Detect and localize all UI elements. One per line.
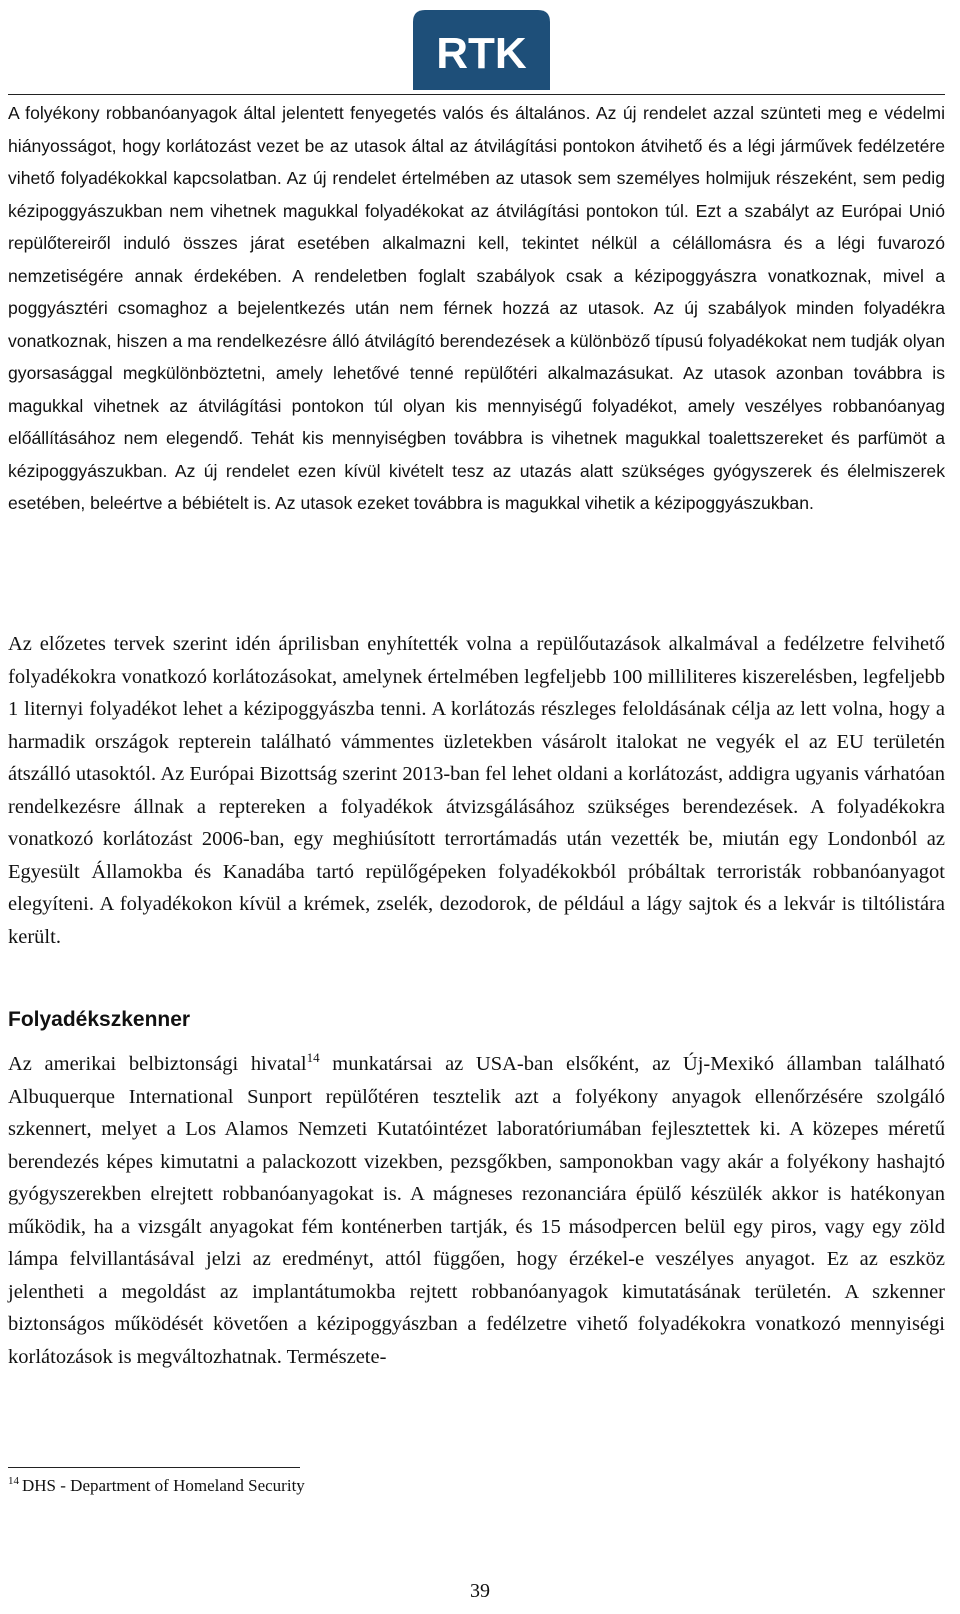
footnote-number: 14	[8, 1475, 19, 1488]
paragraph-2: Az előzetes tervek szerint idén áprilisban enyhítették volna a repülőutazások alkalmával a fedélzetre felvihető folyadékokra vonatkozó korlátozásokat, amelynek értelmében legfeljebb 100 milliliteres kiszerelésben, legfeljebb 1 liternyi folyadékot lehet a kézipoggyászba tenni. A korlátozás részleges feloldásának célja az lett volna, hogy a harmadik országok repterein található vámmentes üzletekben vásárolt italokat ne vegyék el az EU területén átszálló utasoktól. Az Európai Bizottság szerint 2013-ban fel lehet oldani a korlátozást, addigra ugyanis várhatóan rendelkezésre állnak a reptereken a folyadékok átvizsgálásához szükséges berendezések. A folyadékokra vonatkozó korlátozást 2006-ban, egy meghiúsított terrortámadás után vezették be, miután egy Londonból az Egyesült Államokba és Kanadába tartó repülőgépeken folyadékokból próbáltak terroristák robbanóanyagot elegyíteni. A folyadékokon kívül a krémek, zselék, dezodorok, de például a lágy sajtok és a lekvár is tiltólistára került.	[8, 633, 945, 948]
logo-text: RTK	[436, 29, 527, 78]
logo-icon	[411, 8, 552, 92]
footnote-text: DHS - Department of Homeland Security	[22, 1476, 305, 1495]
paragraph-1: A folyékony robbanóanyagok által jelentett fenyegetés valós és általános. Az új rendelet azzal szünteti meg e védelmi hiányosságot, hogy korlátozást vezet be az utasok által az átvilágítási pontokon átvihető és a légi járművek fedélzetére vihető folyadékokkal kapcsolatban. Az új rendelet értelmében az utasok sem személyes holmijuk részeként, sem pedig kézipoggyászukban nem vihetnek magukkal folyadékokat az átvilágítási pontokon túl. Ezt a szabályt az Európai Unió repülőtereiről induló összes járat esetében alkalmazni kell, tekintet nélkül a célállomásra és a légi fuvarozó nemzetiségére annak érdekében. A rendeletben foglalt szabályok csak a kézipoggyászra vonatkoznak, mivel a poggyásztéri csomaghoz a bejelentkezés után nem férnek hozzá az utasok. Az új szabályok minden folyadékra vonatkoznak, hiszen a ma rendelkezésre álló átvilágító berendezések a különböző típusú folyadékokat nem tudják olyan gyorsasággal megkülönböztetni, amely lehetővé tenné repülőtéri alkalmazásukat. Az utasok azonban továbbra is magukkal vihetnek az átvilágítási pontokon túl olyan kis mennyiségű folyadékot, amely veszélyes robbanóanyag előállításához nem elegendő. Tehát kis mennyiségben továbbra is vihetnek magukkal toalettszereket és parfümöt a kézipoggyászukban. Az új rendelet ezen kívül kivételt tesz az utazás alatt szükséges gyógyszerek és élelmiszerek esetében, beleértve a bébiételt is. Az utasok ezeket továbbra is magukkal vihetik a kézipoggyászukban.	[8, 103, 945, 513]
rtk-logo	[411, 8, 552, 92]
footnote-reference[interactable]: 14	[306, 1050, 320, 1066]
paragraph-3-start: Az amerikai belbiztonsági hivatal	[8, 1053, 307, 1075]
footnote-divider	[8, 1467, 300, 1468]
paragraph-3-rest: munkatársai az USA-ban elsőként, az Új-Mexikó államban található Albuquerque International Sunport repülőtéren tesztelik azt a folyékony anyagok ellenőrzésére szolgáló szkennert, melyet a Los Alamos Nemzeti Kutatóintézet laboratóriumában fejlesztettek ki. A közepes méretű berendezés képes kimutatni a palackozott vizekben, pezsgőkben, samponokban vagy akár a folyékony hashajtó gyógyszerekben elrejtett robbanóanyagokat is. A mágneses rezonanciára épülő készülék akkor is hatékonyan működik, ha a vizsgált anyagokat fém konténerben tartják, és 15 másodpercen belül egy piros, vagy egy zöld lámpa felvillantásával jelzi az eredményt, attól függően, hogy érzékel-e veszélyes anyagot. Ez az eszköz jelentheti a megoldást az implantátumokba rejtett robbanóanyagok kimutatásának területén. A szkenner biztonságos működését követően a kézipoggyászban a fedélzetre vihető folyadékokra vonatkozó mennyiségi korlátozások is megváltozhatnak. Természete-	[8, 1053, 945, 1368]
header-divider	[8, 94, 945, 95]
paragraph-3	[8, 1048, 945, 1373]
section-heading: Folyadékszkenner	[8, 1008, 191, 1031]
page-number: 39	[470, 1580, 490, 1602]
footnote	[8, 1476, 305, 1496]
